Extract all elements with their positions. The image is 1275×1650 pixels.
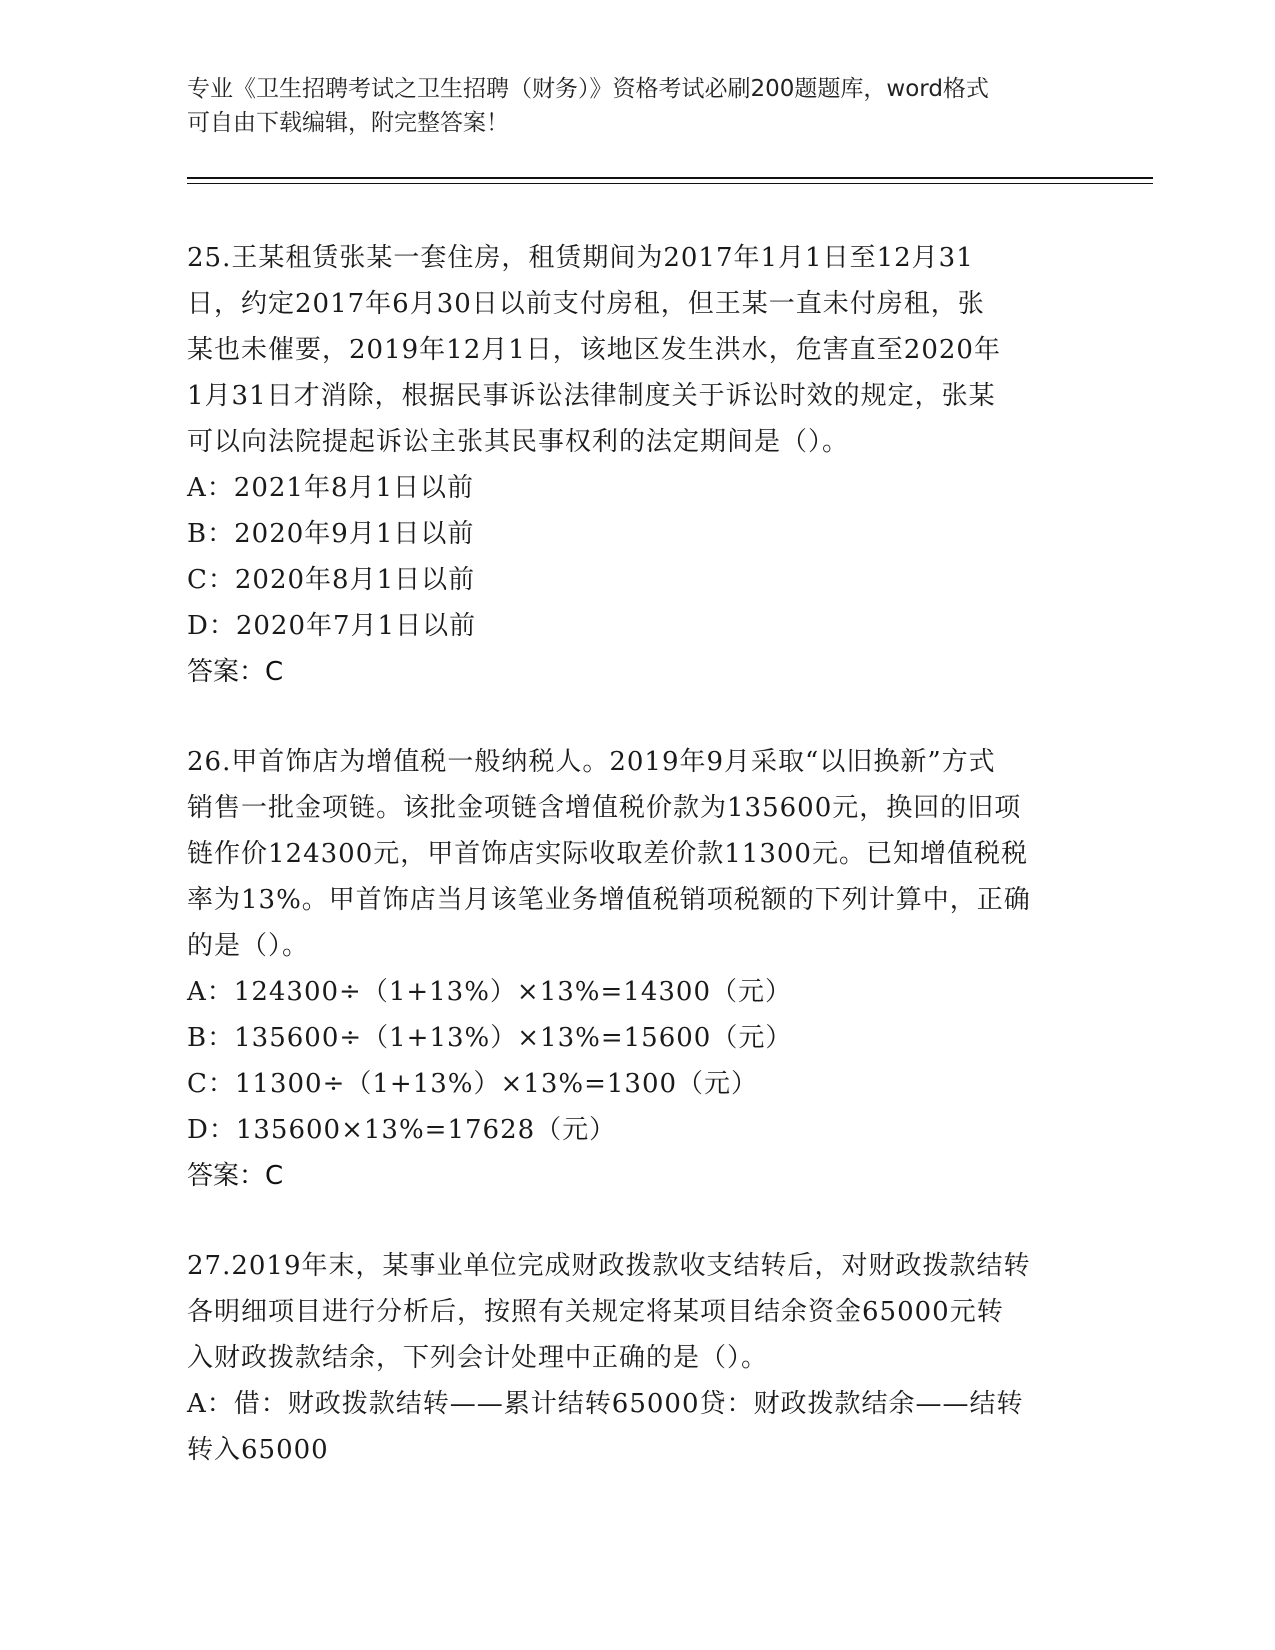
question-text-line: 25.王某租赁张某一套住房，租赁期间为2017年1月1日至12月31 — [187, 243, 974, 273]
option-a: A：124300÷（1+13%）×13%=14300（元） — [187, 977, 792, 1007]
question-text-line: 26.甲首饰店为增值税一般纳税人。2019年9月采取“以旧换新”方式 — [187, 747, 996, 777]
header-title-line-2: 可自由下载编辑，附完整答案！ — [187, 110, 509, 136]
header-divider-thick — [187, 177, 1153, 179]
question-26 — [187, 739, 1087, 1199]
question-text-line: 率为13%。甲首饰店当月该笔业务增值税销项税额的下列计算中，正确 — [187, 885, 1031, 915]
question-list — [187, 235, 1087, 1517]
question-text-line: 入财政拨款结余，下列会计处理中正确的是（）。 — [187, 1343, 769, 1373]
option-d: D：135600×13%=17628（元） — [187, 1115, 617, 1145]
question-text-line: 日，约定2017年6月30日以前支付房租，但王某一直未付房租，张 — [187, 289, 985, 319]
answer-label: 答案：C — [187, 657, 284, 687]
option-c: C：2020年8月1日以前 — [187, 565, 476, 595]
question-text-line: 27.2019年末，某事业单位完成财政拨款收支结转后，对财政拨款结转 — [187, 1251, 1031, 1281]
answer-label: 答案：C — [187, 1161, 284, 1191]
option-d: D：2020年7月1日以前 — [187, 611, 477, 641]
option-a-continued: 转入65000 — [187, 1435, 329, 1465]
question-text-line: 各明细项目进行分析后，按照有关规定将某项目结余资金65000元转 — [187, 1297, 1004, 1327]
option-b: B：135600÷（1+13%）×13%=15600（元） — [187, 1023, 793, 1053]
question-text-line: 链作价124300元，甲首饰店实际收取差价款11300元。已知增值税税 — [187, 839, 1028, 869]
header-divider-thin — [187, 183, 1153, 184]
question-text-line: 1月31日才消除，根据民事诉讼法律制度关于诉讼时效的规定，张某 — [187, 381, 996, 411]
question-text-line: 某也未催要，2019年12月1日，该地区发生洪水，危害直至2020年 — [187, 335, 1001, 365]
question-25 — [187, 235, 1087, 695]
question-text-line: 销售一批金项链。该批金项链含增值税价款为135600元，换回的旧项 — [187, 793, 1022, 823]
question-27 — [187, 1243, 1087, 1473]
header-title-line-1: 专业《卫生招聘考试之卫生招聘（财务）》资格考试必刷200题题库，word格式 — [187, 76, 989, 102]
option-a: A：借：财政拨款结转——累计结转65000贷：财政拨款结余——结转 — [187, 1389, 1024, 1419]
document-header — [187, 72, 1087, 140]
question-text-line: 的是（）。 — [187, 931, 310, 961]
question-text-line: 可以向法院提起诉讼主张其民事权利的法定期间是（）。 — [187, 427, 850, 457]
option-a: A：2021年8月1日以前 — [187, 473, 475, 503]
option-b: B：2020年9月1日以前 — [187, 519, 475, 549]
option-c: C：11300÷（1+13%）×13%=1300（元） — [187, 1069, 759, 1099]
